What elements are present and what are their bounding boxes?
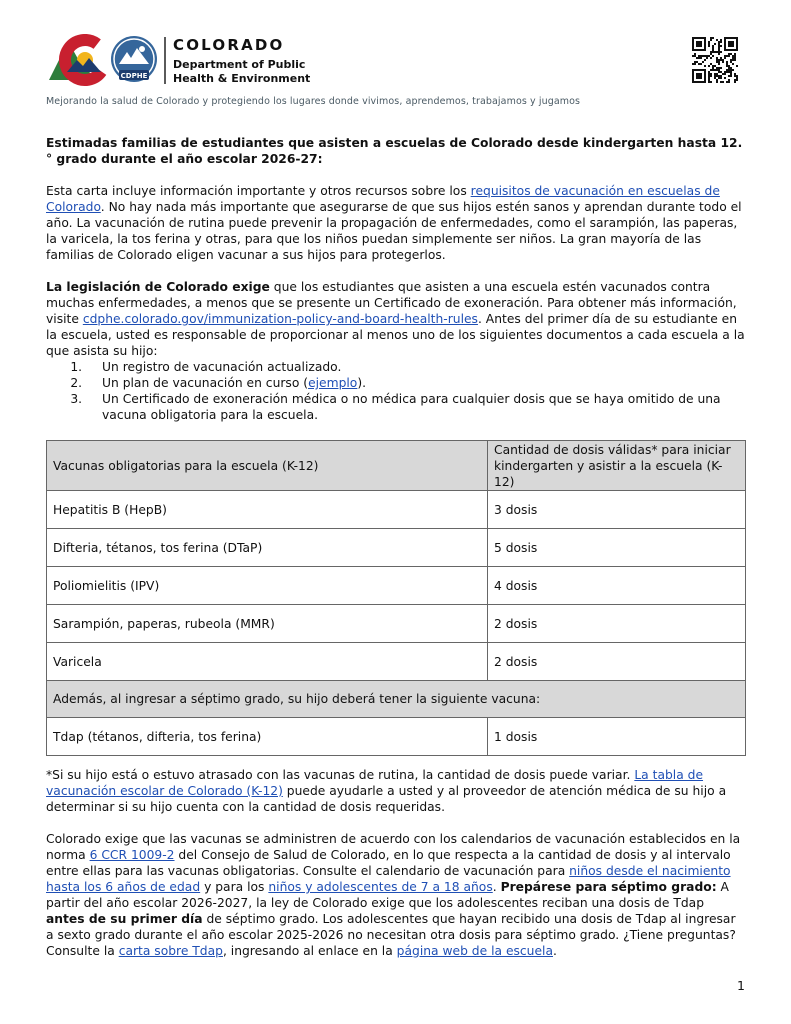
policy-link[interactable]: cdphe.colorado.gov/immunization-policy-and-board-health-rules: [82, 312, 478, 326]
school-requirements-link[interactable]: requisitos de vacunación en escuelas de Colorado: [46, 184, 720, 214]
seventh-grade-heading: Prepárese para séptimo grado:: [500, 880, 717, 894]
list-item-text: Un plan de vacunación en curso (: [102, 376, 309, 390]
documents-list: [46, 359, 746, 423]
seventh-grade-note: Además, al ingresar a séptimo grado, su hijo deberá tener la siguiente vacuna:: [47, 681, 746, 718]
vaccine-cell: Varicela: [47, 643, 488, 681]
list-item: 3. Un Certificado de exoneración médica o no médica para cualquier dosis que se haya omitido de una vacuna obligatoria para la escuela.: [86, 391, 746, 423]
table-row: [47, 643, 746, 681]
tagline: Mejorando la salud de Colorado y protegiendo los lugares donde vivimos, aprendemos, trabajamos y jugamos: [46, 96, 581, 107]
schedule-text: .: [553, 944, 557, 958]
doses-cell: 5 dosis: [488, 529, 746, 567]
table-header-row: [47, 441, 746, 491]
table-header-doses: Cantidad de dosis válidas* para iniciar kindergarten y asistir a la escuela (K-12): [488, 441, 746, 491]
list-item: 1. Un registro de vacunación actualizado.: [86, 359, 746, 375]
cdphe-badge-icon: [111, 36, 157, 82]
cdphe-badge-text: CDPHE: [120, 72, 148, 80]
schedule-text: A partir del año escolar 2026-2027, la ley de Colorado exige que los adolescentes reciban una dosis de Tdap: [46, 880, 729, 910]
colorado-c-logo-icon: [49, 34, 113, 88]
greeting: Estimadas familias de estudiantes que asisten a escuelas de Colorado desde kindergarten hasta 12.° grado durante el año escolar 2026-27:: [46, 136, 743, 166]
vaccine-cell: Tdap (tétanos, difteria, tos ferina): [47, 718, 488, 756]
doses-cell: 1 dosis: [488, 718, 746, 756]
schedule-text: y para los: [200, 880, 269, 894]
qr-code-icon[interactable]: [692, 37, 738, 83]
list-item-text-end: ).: [357, 376, 367, 390]
vaccine-cell: Poliomielitis (IPV): [47, 567, 488, 605]
law-paragraph: [46, 279, 746, 359]
list-item: [86, 375, 746, 391]
table-row: [47, 567, 746, 605]
footnote-text-cont: puede ayudarle a usted y al proveedor de atención médica de su hijo a determinar si su hijo cuenta con la cantidad de dosis requeridas.: [46, 784, 727, 814]
vaccine-cell: Sarampión, paperas, rubeola (MMR): [47, 605, 488, 643]
department-line2: Health & Environment: [173, 72, 311, 85]
doses-cell: 3 dosis: [488, 491, 746, 529]
example-link[interactable]: ejemplo: [308, 376, 358, 390]
vaccine-cell: Difteria, tétanos, tos ferina (DTaP): [47, 529, 488, 567]
letter-body-continued: [46, 767, 746, 975]
law-bold: La legislación de Colorado exige: [46, 280, 270, 294]
intro-text-cont: . No hay nada más importante que asegurarse de que sus hijos estén sanos y aprendan durante todo el año. La vacunación de rutina puede prevenir la propagación de enfermedades, como el sarampión, las paperas, la varicela, la tos ferina y otras, para que los niños puedan simplemente ser niños. La gran mayoría de las familias de Colorado eligen vacunar a sus hijos para protegerlos.: [46, 200, 742, 262]
brand-name: COLORADO: [173, 36, 285, 54]
doses-cell: 4 dosis: [488, 567, 746, 605]
school-webpage-link[interactable]: página web de la escuela: [396, 944, 553, 958]
tdap-letter-link[interactable]: carta sobre Tdap: [118, 944, 223, 958]
doses-cell: 2 dosis: [488, 643, 746, 681]
infant-schedule-link[interactable]: niños desde el nacimiento hasta los 6 años de edad: [46, 864, 731, 894]
teen-schedule-link[interactable]: niños y adolescentes de 7 a 18 años: [268, 880, 493, 894]
page-number: 1: [737, 978, 745, 993]
schedule-text: Colorado exige que las vacunas se administren de acuerdo con los calendarios de vacunación establecidos en la norma: [46, 832, 741, 862]
schedule-paragraph: [46, 831, 746, 959]
ccr-link[interactable]: 6 CCR 1009-2: [89, 848, 175, 862]
table-row: [47, 718, 746, 756]
intro-paragraph: [46, 183, 746, 263]
schedule-text: , ingresando al enlace en la: [222, 944, 397, 958]
schedule-text: .: [492, 880, 501, 894]
table-row: [47, 529, 746, 567]
vaccine-cell: Hepatitis B (HepB): [47, 491, 488, 529]
seventh-grade-note-row: [47, 681, 746, 718]
schedule-text: de séptimo grado. Los adolescentes que hayan recibido una dosis de Tdap al ingresar a sexto grado durante el año escolar 2025-2026 no necesitan otra dosis para séptimo grado. ¿Tiene preguntas? Consulte la: [46, 912, 736, 958]
department-line1: Department of Public: [173, 58, 306, 71]
law-text: que los estudiantes que asisten a una escuela estén vacunados contra muchas enfermedades, a menos que se presente un Certificado de exoneración. Para obtener más información, visite: [46, 280, 737, 326]
vaccine-table: [46, 440, 746, 756]
doses-cell: 2 dosis: [488, 605, 746, 643]
footnote-paragraph: [46, 767, 746, 815]
table-header-vaccines: Vacunas obligatorias para la escuela (K-12): [47, 441, 488, 491]
school-chart-link[interactable]: La tabla de vacunación escolar de Colorado (K-12): [46, 768, 704, 798]
schedule-text: del Consejo de Salud de Colorado, en lo que respecta a la cantidad de dosis y al intervalo entre ellas para las vacunas obligatorias. Consulte el calendario de vacunación para: [46, 848, 731, 878]
table-row: [47, 605, 746, 643]
letter-body: [46, 135, 746, 423]
table-row: [47, 491, 746, 529]
intro-text: Esta carta incluye información importante y otros recursos sobre los: [46, 184, 471, 198]
first-day-bold: antes de su primer día: [46, 912, 203, 926]
footnote-text: *Si su hijo está o estuvo atrasado con las vacunas de rutina, la cantidad de dosis puede variar.: [46, 768, 635, 782]
cdphe-logo: [47, 34, 317, 92]
law-text-cont: . Antes del primer día de su estudiante en la escuela, usted es responsable de proporcionar al menos uno de los siguientes documentos a cada escuela a la que asista su hijo:: [46, 312, 745, 358]
